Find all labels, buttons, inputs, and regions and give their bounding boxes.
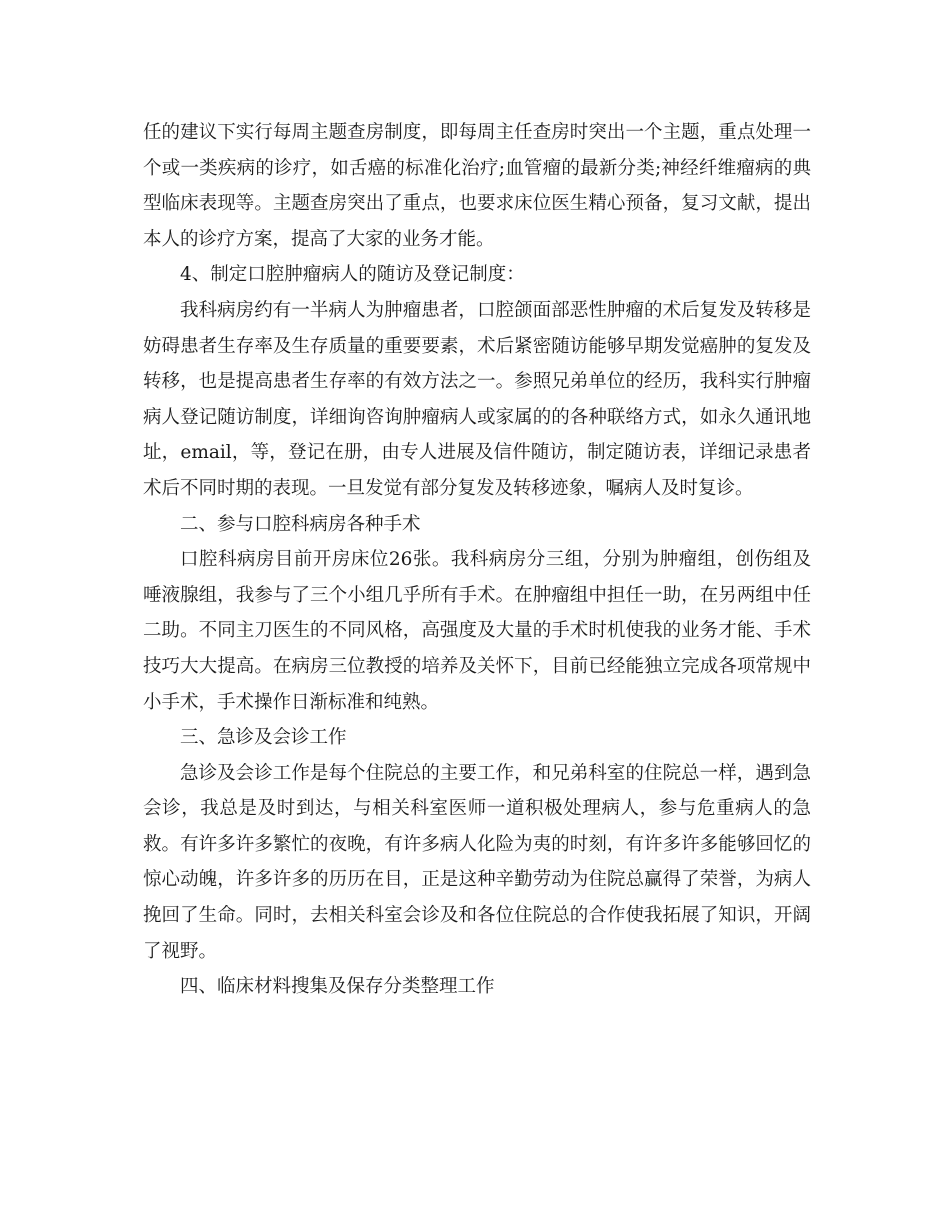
paragraph-emergency: 急诊及会诊工作是每个住院总的主要工作，和兄弟科室的住院总一样，遇到急会诊，我总是及时到达，与相关科室医师一道积极处理病人，参与危重病人的急救。有许多许多繁忙的夜晚，有许多病人化险为夷的时刻，有许多许多能够回忆的惊心动魄，许多许多的历历在目，正是这种辛勤劳动为住院总赢得了荣誉，为病人挽回了生命。同时，去相关科室会诊及和各位住院总的合作使我拓展了知识，开阔了视野。 bbox=[143, 762, 811, 962]
heading-section-four-clinical-materials: 四、临床材料搜集及保存分类整理工作 bbox=[180, 976, 495, 998]
paragraph-topic-rounds-continued: 任的建议下实行每周主题查房制度，即每周主任查房时突出一个主题，重点处理一个或一类疾病的诊疗，如舌癌的标准化治疗;血管瘤的最新分类;神经纤维瘤病的典型临床表现等。主题查房突出了重点，也要求床位医生精心预备，复习文献，提出本人的诊疗方案，提高了大家的业务才能。 bbox=[143, 122, 811, 250]
document-body bbox=[143, 115, 811, 1005]
paragraph-surgery: 口腔科病房目前开房床位26张。我科病房分三组，分别为肿瘤组，创伤组及唾液腺组，我参与了三个小组几乎所有手术。在肿瘤组中担任一助，在另两组中任二助。不同主刀医生的不同风格，高强度及大量的手术时机使我的业务才能、手术技巧大大提高。在病房三位教授的培养及关怀下，目前已经能独立完成各项常规中小手术，手术操作日渐标准和纯熟。 bbox=[143, 549, 811, 713]
heading-section-three-emergency: 三、急诊及会诊工作 bbox=[180, 727, 347, 749]
paragraph-followup-registration: 我科病房约有一半病人为肿瘤患者，口腔颌面部恶性肿瘤的术后复发及转移是妨碍患者生存率及生存质量的重要要素，术后紧密随访能够早期发觉癌肿的复发及转移，也是提高患者生存率的有效方法之一。参照兄弟单位的经历，我科实行肿瘤病人登记随访制度，详细询咨询肿瘤病人或家属的的各种联络方式，如永久通讯地址，email，等，登记在册，由专人进展及信件随访，制定随访表，详细记录患者术后不同时期的表现。一旦发觉有部分复发及转移迹象，嘱病人及时复诊。 bbox=[143, 299, 811, 499]
heading-section-two-surgery: 二、参与口腔科病房各种手术 bbox=[180, 513, 421, 535]
heading-followup-registration: 4、制定口腔肿瘤病人的随访及登记制度： bbox=[180, 264, 525, 286]
